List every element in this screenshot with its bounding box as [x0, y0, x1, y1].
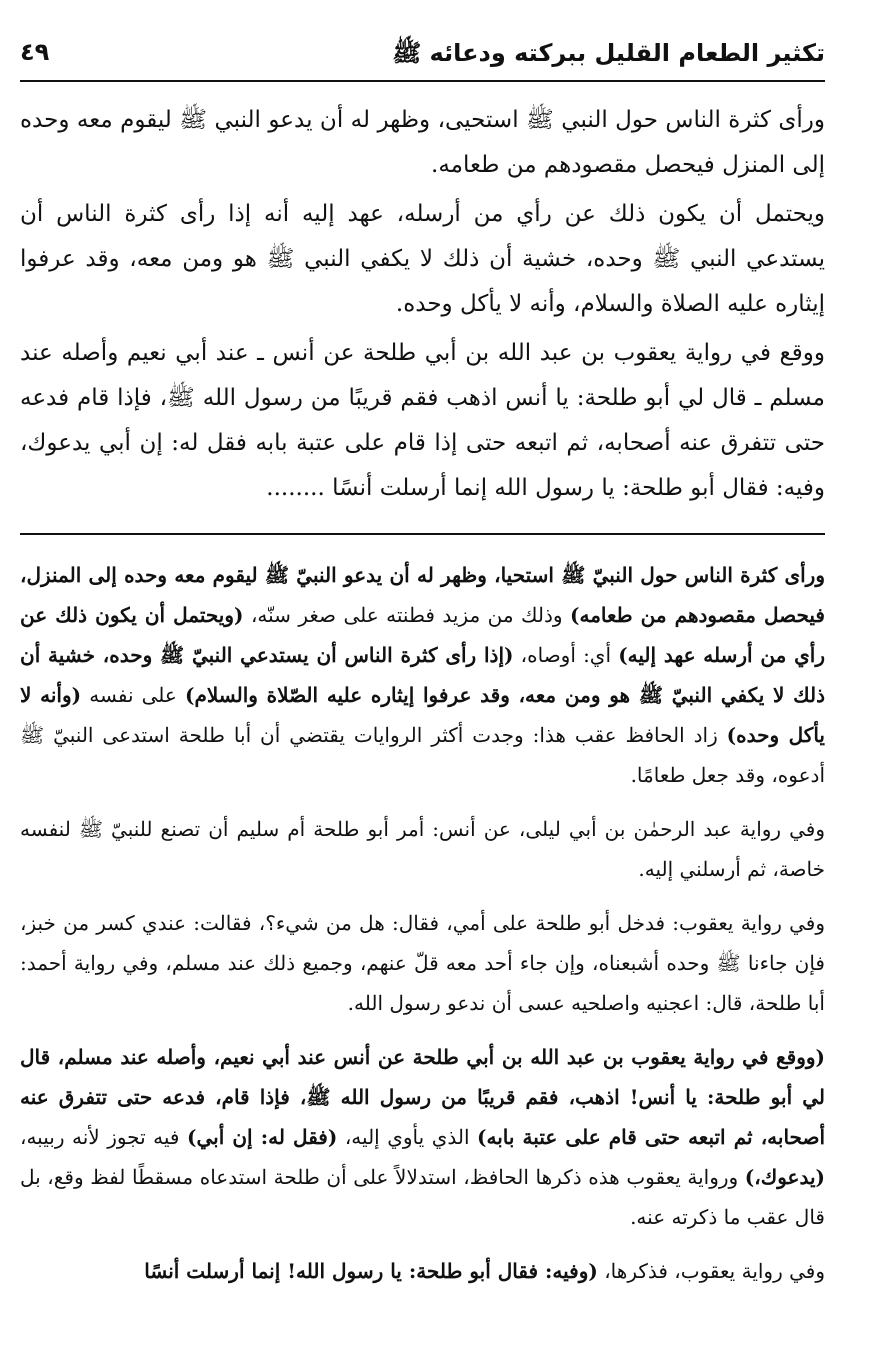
- quoted-text: (إذا رأى كثرة الناس أن يستدعي النبيّ ﷺ وحده، خشية أن ذلك لا يكفي النبيّ ﷺ هو ومن معه، وقد عرفوا إيثاره عليه الصّلاة والسلام): [20, 643, 825, 707]
- quoted-text: ورأى كثرة الناس حول النبيّ ﷺ استحيا، وظهر له أن يدعو النبيّ ﷺ ليقوم معه وحده إلى المنزل، فيحصل مقصودهم من طعامه): [20, 563, 825, 627]
- book-page: [20, 30, 825, 1340]
- chapter-title: تكثير الطعام القليل ببركته ودعائه ﷺ: [392, 39, 825, 67]
- commentary-paragraph: [20, 1251, 825, 1291]
- quoted-text: (ووقع في رواية يعقوب بن عبد الله بن أبي طلحة عن أنس عند أبي نعيم، وأصله عند مسلم، قال لي أبو طلحة: يا أنس! اذهب، فقم قريبًا من رسول الله ﷺ، فإذا قام، فدعه حتى تتفرق عنه أصحابه، ثم اتبعه حتى قام على عتبة بابه): [20, 1045, 826, 1149]
- quoted-text: (وفيه: فقال أبو طلحة: يا رسول الله! إنما أرسلت أنسًا: [144, 1259, 598, 1283]
- main-text: [20, 98, 825, 511]
- page-number: ٤٩: [20, 38, 50, 66]
- commentary-text-span: وذلك من مزيد فطنته على صغر سنّه،: [243, 603, 571, 627]
- quoted-text: (ويحتمل أن يكون ذلك عن رأي من أرسله عهد إليه): [20, 603, 825, 667]
- section-divider: [20, 533, 825, 535]
- commentary-text-span: أي: أوصاه،: [513, 643, 619, 667]
- main-paragraph: ووقع في رواية يعقوب بن عبد الله بن أبي طلحة عن أنس ـ عند أبي نعيم وأصله عند مسلم ـ قال لي أبو طلحة: يا أنس اذهب فقم قريبًا من رسول الله ﷺ، فإذا قام فدعه حتى تتفرق عنه أصحابه، ثم اتبعه حتى إذا قام على عتبة بابه فقل له: إن أبي يدعوك، وفيه: فقال أبو طلحة: يا رسول الله إنما أرسلت أنسًا ........: [20, 340, 825, 501]
- commentary-paragraph: وفي رواية عبد الرحمٰن بن أبي ليلى، عن أنس: أمر أبو طلحة أم سليم أن تصنع للنبيّ ﷺ لنفسه خاصة، ثم أرسلني إليه.: [20, 817, 825, 881]
- commentary-paragraph: وفي رواية يعقوب: فدخل أبو طلحة على أمي، فقال: هل من شيء؟، فقالت: عندي كسر من خبز، فإن جاءنا ﷺ وحده أشبعناه، وإن جاء أحد معه قلّ عنهم، وجميع ذلك عند مسلم، وفي رواية أحمد: أبا طلحة، قال: اعجنيه واصلحيه عسى أن ندعو رسول الله.: [20, 911, 825, 1015]
- quoted-text: (فقل له: إن أبي): [187, 1125, 338, 1149]
- commentary-text-span: الذي يأوي إليه،: [337, 1125, 478, 1149]
- commentary-text-span: ورواية يعقوب هذه ذكرها الحافظ، استدلالاً على أن طلحة استدعاه مسقطًا لفظ وقع، بل قال عقب ما ذكرته عنه.: [20, 1165, 825, 1229]
- commentary-paragraph: [20, 555, 825, 795]
- quoted-text: (وأنه لا يأكل وحده): [20, 683, 825, 747]
- commentary-text-span: على نفسه: [81, 683, 185, 707]
- commentary-text: [20, 555, 825, 1291]
- main-paragraph: ورأى كثرة الناس حول النبي ﷺ استحيى، وظهر له أن يدعو النبي ﷺ ليقوم معه وحده إلى المنزل فيحصل مقصودهم من طعامه.: [20, 107, 825, 178]
- commentary-text-span: فيه تجوز لأنه ربيبه،: [20, 1125, 187, 1149]
- quoted-text: (يدعوك،): [744, 1165, 825, 1189]
- commentary-text-span: وفي رواية يعقوب، فذكرها،: [597, 1259, 825, 1283]
- page-header: [20, 30, 825, 82]
- main-paragraph: ويحتمل أن يكون ذلك عن رأي من أرسله، عهد إليه أنه إذا رأى كثرة الناس أن يستدعي النبي ﷺ وحده، خشية أن ذلك لا يكفي النبي ﷺ هو ومن معه، وقد عرفوا إيثاره عليه الصلاة والسلام، وأنه لا يأكل وحده.: [20, 201, 825, 317]
- commentary-paragraph: [20, 1037, 825, 1237]
- commentary-text-span: زاد الحافظ عقب هذا: وجدت أكثر الروايات يقتضي أن أبا طلحة استدعى النبيّ ﷺ أدعوه، وقد جعل طعامًا.: [20, 723, 825, 787]
